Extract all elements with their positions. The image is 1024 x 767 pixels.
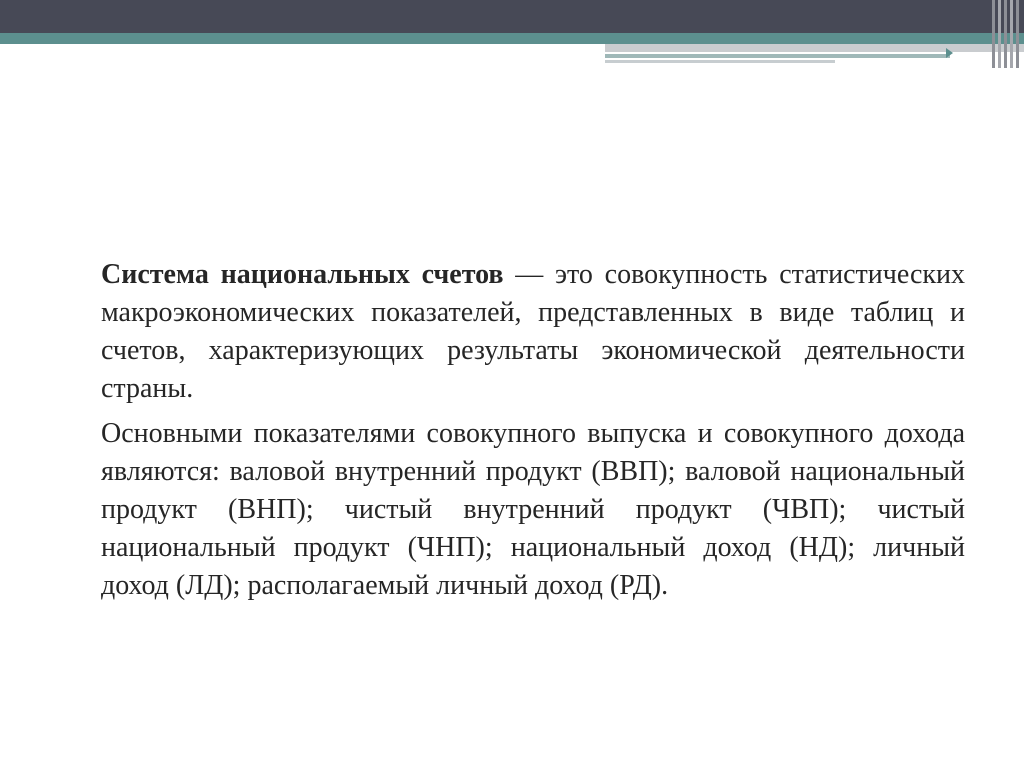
slide-body: [101, 256, 965, 612]
strip: [1004, 0, 1007, 68]
arrow-right-icon: [946, 48, 953, 58]
decorative-strips: [992, 0, 1024, 70]
header-teal-band: [0, 33, 1024, 44]
definition-text: — это совокупность статистических макроэкономических показателей, представленных в виде таблиц и счетов, характеризующих результаты экономической деятельности страны.: [101, 259, 965, 404]
header-accent-line-secondary: [605, 60, 835, 63]
strip: [992, 0, 995, 68]
definition-paragraph: [101, 256, 965, 408]
strip: [1016, 0, 1019, 68]
defined-term: Система национальных счетов: [101, 259, 504, 290]
header-accent-line: [605, 54, 950, 58]
header-dark-band: [0, 0, 1024, 33]
indicators-paragraph: Основными показателями совокупного выпуска и совокупного дохода являются: валовой внутренний продукт (ВВП); валовой национальный продукт (ВНП); чистый внутренний продукт (ЧВП); чистый национальный продукт (ЧНП); национальный доход (НД); личный доход (ЛД); располагаемый личный доход (РД).: [101, 418, 965, 601]
strip: [1010, 0, 1013, 68]
strip: [998, 0, 1001, 68]
header-grey-band: [605, 44, 1024, 52]
